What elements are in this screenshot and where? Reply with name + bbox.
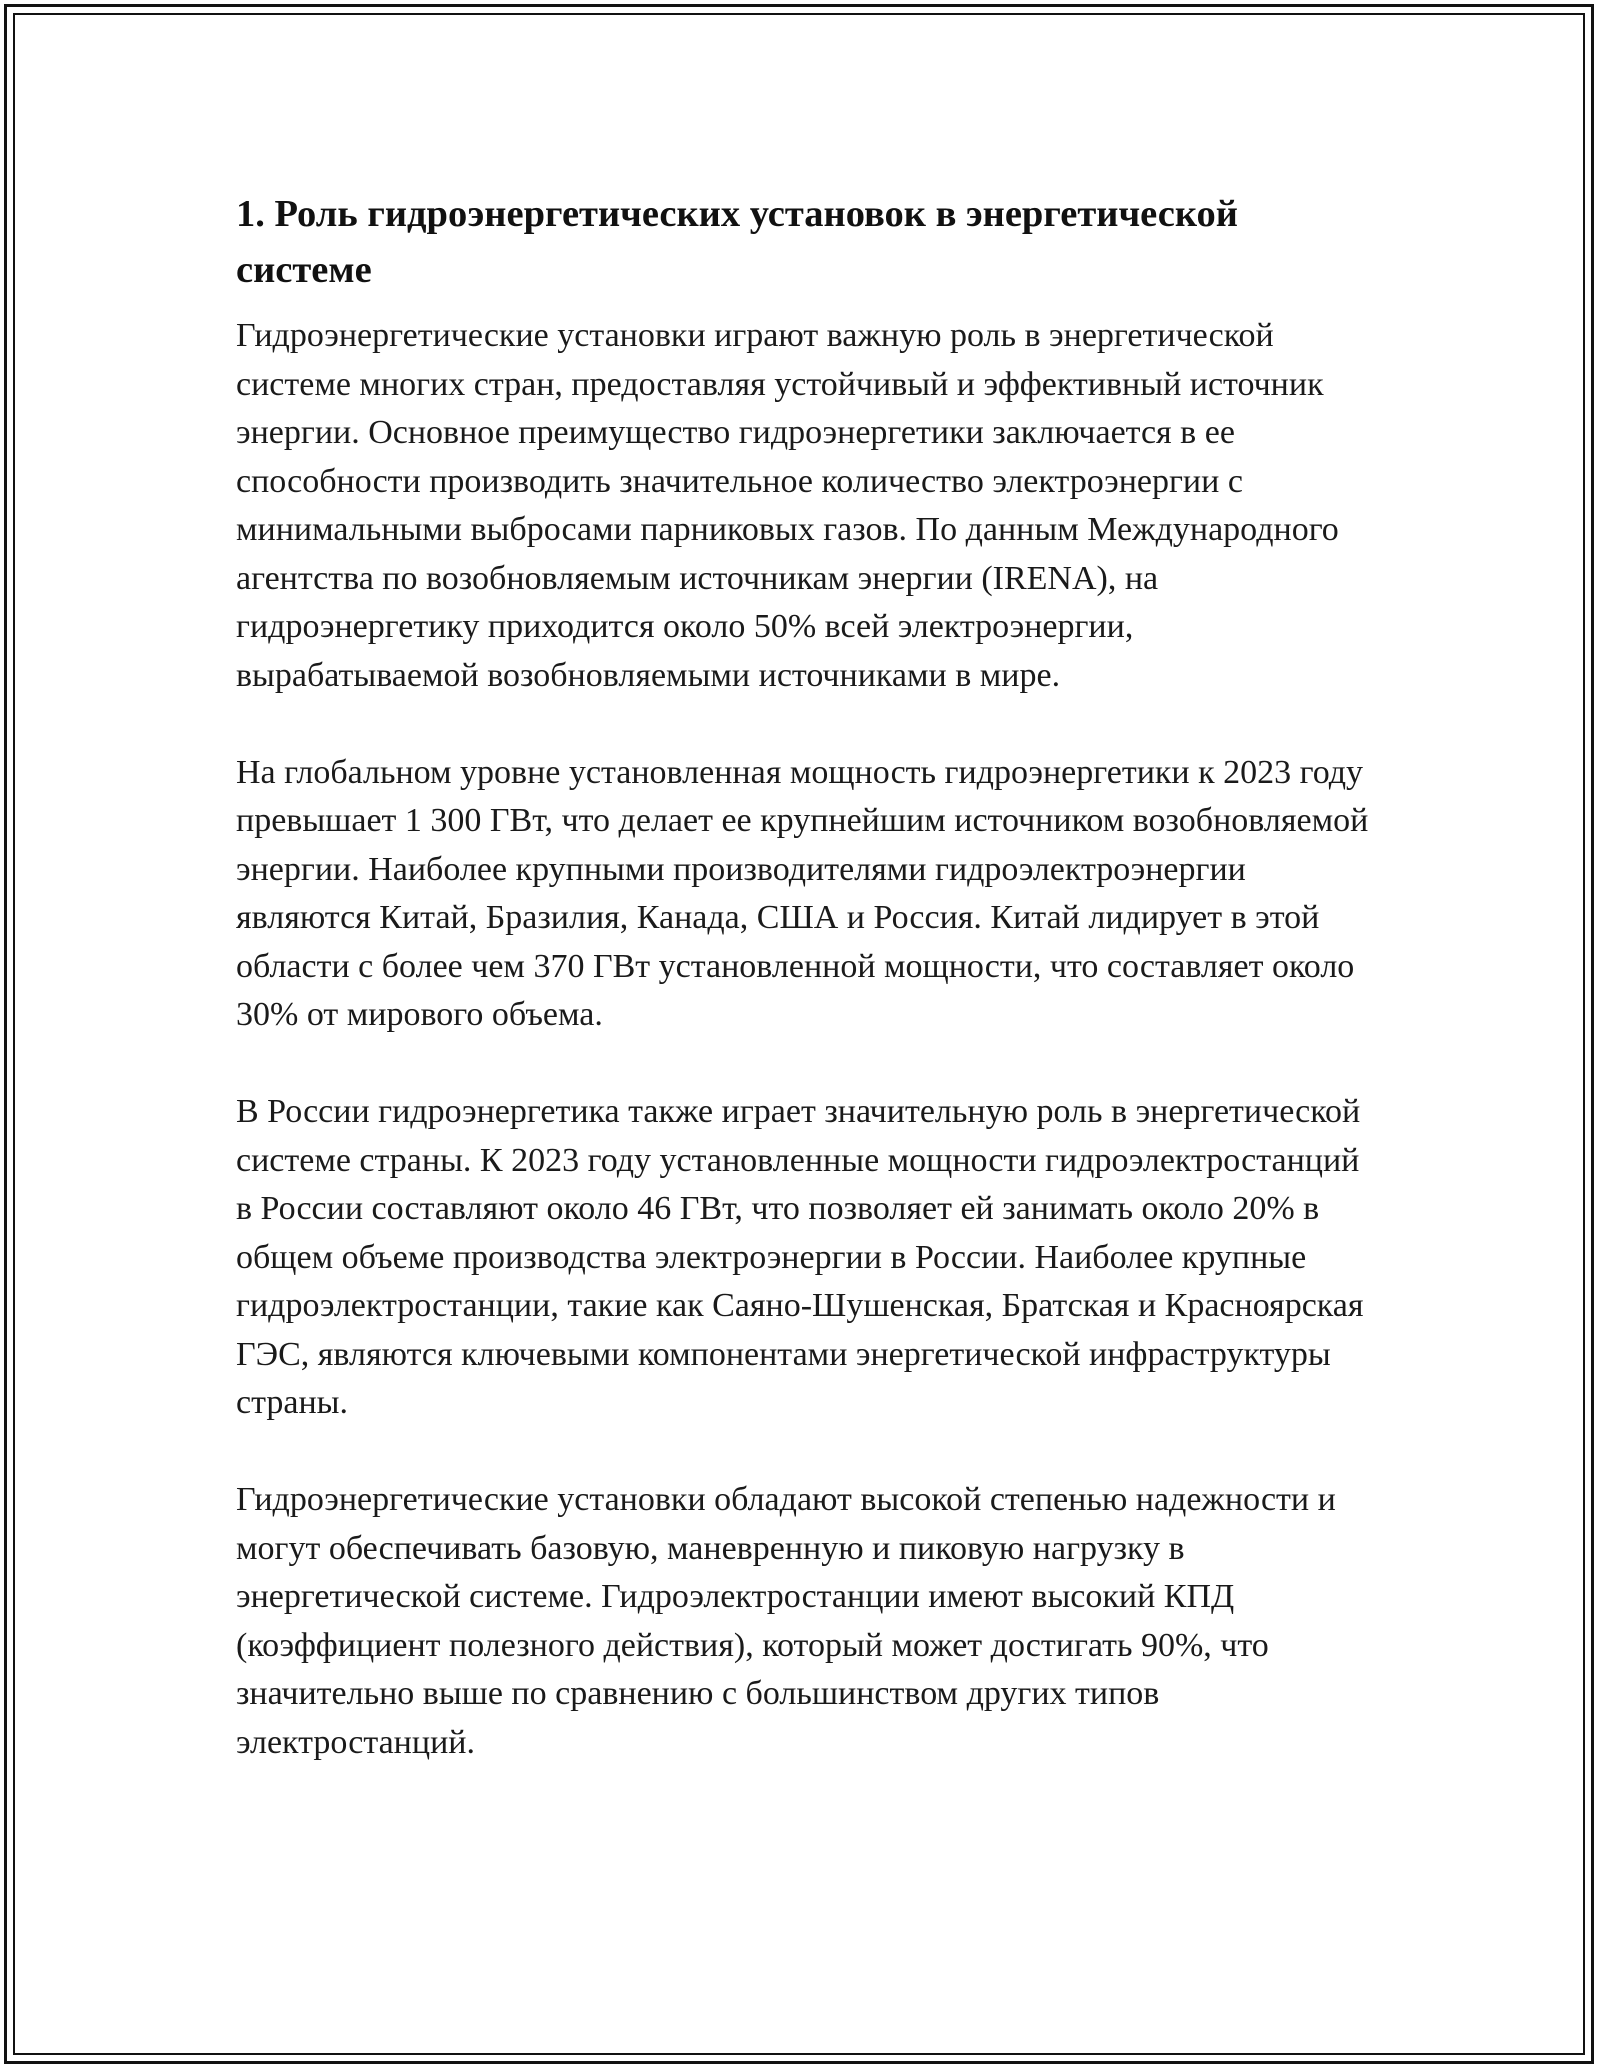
paragraph-reliability: Гидроэнергетические установки обладают высокой степенью надежности и могут обеспечивать базовую, маневренную и пиковую нагрузку в энергетической системе. Гидроэлектростанции имеют высокий КПД (коэффициент полезного действия), который может достигать 90%, что значительно выше по сравнению с большинством других типов электростанций. — [236, 1481, 1336, 1761]
paragraph-global-capacity: На глобальном уровне установленная мощность гидроэнергетики к 2023 году превышает 1 300 ГВт, что делает ее крупнейшим источником возобновляемой энергии. Наиболее крупными производителями гидроэлектроэнергии являются Китай, Бразилия, Канада, США и Россия. Китай лидирует в этой области с более чем 370 ГВт установленной мощности, что составляет около 30% от мирового объема. — [236, 753, 1369, 1033]
paragraph-role-overview: Гидроэнергетические установки играют важную роль в энергетической системе многих стран, предоставляя устойчивый и эффективный источник энергии. Основное преимущество гидроэнергетики заключается в ее способности производить значительное количество электроэнергии с минимальными выбросами парниковых газов. По данным Международного агентства по возобновляемым источникам энергии (IRENA), на гидроэнергетику приходится около 50% всей электроэнергии, вырабатываемой возобновляемыми источниками в мире. — [236, 317, 1339, 694]
paragraph-russia: В России гидроэнергетика также играет значительную роль в энергетической системе страны. К 2023 году установленные мощности гидроэлектростанций в России составляют около 46 ГВт, что позволяет ей занимать около 20% в общем объеме производства электроэнергии в России. Наиболее крупные гидроэлектростанции, такие как Саяно-Шушенская, Братская и Красноярская ГЭС, являются ключевыми компонентами энергетической инфраструктуры страны. — [236, 1093, 1364, 1421]
section-heading: 1. Роль гидроэнергетических установок в энергетической системе — [236, 193, 1238, 291]
document-body — [236, 186, 1372, 1816]
